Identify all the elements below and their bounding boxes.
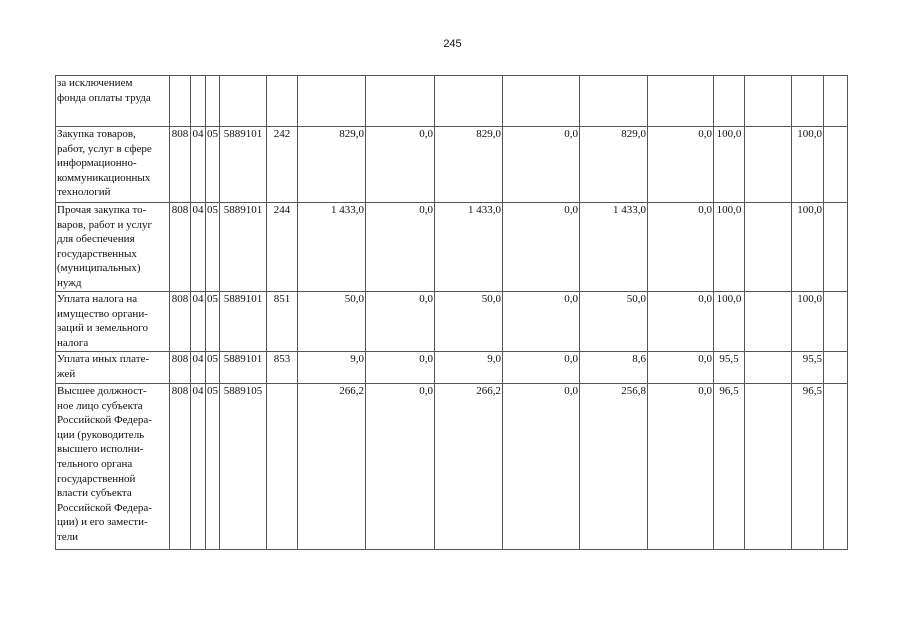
table-cell: 5889101 xyxy=(220,352,267,384)
table-cell: 5889105 xyxy=(220,384,267,550)
table-cell: 0,0 xyxy=(648,292,714,352)
row-name-line: Закупка товаров, xyxy=(57,128,136,140)
table-cell xyxy=(745,384,792,550)
table-cell xyxy=(503,76,580,127)
table-cell: 829,0 xyxy=(435,127,503,203)
table-cell: 05 xyxy=(206,292,220,352)
table-cell: 95,5 xyxy=(714,352,745,384)
table-cell: 0,0 xyxy=(366,292,435,352)
table-cell xyxy=(267,384,298,550)
row-name-line: власти субъекта xyxy=(57,487,132,500)
row-name-cell xyxy=(56,292,170,352)
table-cell xyxy=(745,203,792,292)
table-row xyxy=(56,352,848,384)
row-name-line: Уплата иных плате- xyxy=(57,353,150,365)
table-cell: 05 xyxy=(206,352,220,384)
table-cell: 50,0 xyxy=(435,292,503,352)
table-cell: 0,0 xyxy=(648,384,714,550)
table-cell xyxy=(745,352,792,384)
table-cell: 95,5 xyxy=(792,352,824,384)
row-name-line: высшего исполни- xyxy=(57,443,144,456)
table-cell: 05 xyxy=(206,384,220,550)
row-name-line: ции (руководитель xyxy=(57,428,145,441)
table-cell: 0,0 xyxy=(366,203,435,292)
table-cell: 04 xyxy=(191,127,206,203)
table-cell: 853 xyxy=(267,352,298,384)
table-cell: 0,0 xyxy=(503,384,580,550)
row-name-line: варов, работ и услуг xyxy=(57,218,153,231)
row-name-line: (муниципальных) xyxy=(57,262,141,275)
table-cell: 100,0 xyxy=(714,292,745,352)
table-cell: 100,0 xyxy=(792,203,824,292)
page-number: 245 xyxy=(443,38,462,50)
row-name-line: налога xyxy=(57,336,89,349)
table-cell: 0,0 xyxy=(503,292,580,352)
table-cell xyxy=(714,76,745,127)
row-name-line: Российской Федера- xyxy=(57,501,152,514)
row-name-line: технологий xyxy=(57,186,111,199)
table-cell: 1 433,0 xyxy=(435,203,503,292)
row-name-cell xyxy=(56,352,170,384)
row-name-line: информационно- xyxy=(57,157,137,170)
table-cell: 266,2 xyxy=(435,384,503,550)
table-row xyxy=(56,76,848,127)
row-name-line: ное лицо субъекта xyxy=(57,399,143,412)
row-name-line: государственных xyxy=(57,247,137,260)
table-cell: 05 xyxy=(206,127,220,203)
table-cell: 0,0 xyxy=(366,127,435,203)
table-cell: 1 433,0 xyxy=(298,203,366,292)
table-cell xyxy=(298,76,366,127)
table-cell: 100,0 xyxy=(792,127,824,203)
table-cell: 0,0 xyxy=(648,352,714,384)
table-cell: 0,0 xyxy=(503,203,580,292)
table-cell: 50,0 xyxy=(298,292,366,352)
table-cell: 05 xyxy=(206,203,220,292)
table-cell xyxy=(366,76,435,127)
table-cell: 0,0 xyxy=(366,352,435,384)
table-cell: 808 xyxy=(170,384,191,550)
table-cell xyxy=(220,76,267,127)
row-name-line: Российской Федера- xyxy=(57,414,152,427)
table-cell xyxy=(745,76,792,127)
table-cell: 851 xyxy=(267,292,298,352)
table-cell xyxy=(824,127,848,203)
row-name-line: Уплата налога на xyxy=(57,293,138,305)
table-cell xyxy=(435,76,503,127)
table-cell xyxy=(206,76,220,127)
table-cell: 100,0 xyxy=(792,292,824,352)
row-name-line: для обеспечения xyxy=(57,233,135,246)
row-name-line: работ, услуг в сфере xyxy=(57,142,152,155)
row-name-cell xyxy=(56,76,170,127)
table-row xyxy=(56,127,848,203)
row-name-cell xyxy=(56,384,170,550)
table-cell xyxy=(267,76,298,127)
table-cell: 808 xyxy=(170,203,191,292)
row-name-line: фонда оплаты труда xyxy=(57,91,151,104)
table-cell: 0,0 xyxy=(648,203,714,292)
row-name-line: тели xyxy=(57,530,79,543)
table-cell: 266,2 xyxy=(298,384,366,550)
table-cell xyxy=(824,76,848,127)
row-name-line: нужд xyxy=(57,276,82,289)
table-cell: 04 xyxy=(191,292,206,352)
budget-table xyxy=(55,75,848,550)
table-row xyxy=(56,203,848,292)
table-cell: 96,5 xyxy=(792,384,824,550)
table-cell: 04 xyxy=(191,203,206,292)
table-cell xyxy=(745,292,792,352)
row-name-line: Прочая закупка то- xyxy=(57,204,147,216)
row-name-line: жей xyxy=(57,367,76,380)
table-cell: 808 xyxy=(170,127,191,203)
table-cell: 100,0 xyxy=(714,203,745,292)
table-cell xyxy=(648,76,714,127)
table-cell xyxy=(170,76,191,127)
row-name-cell xyxy=(56,203,170,292)
table-cell: 0,0 xyxy=(503,127,580,203)
table-cell xyxy=(824,292,848,352)
row-name-cell xyxy=(56,127,170,203)
table-cell: 829,0 xyxy=(580,127,648,203)
row-name-line: заций и земельного xyxy=(57,322,148,335)
table-cell: 04 xyxy=(191,352,206,384)
row-name-line: ции) и его замести- xyxy=(57,516,148,529)
table-cell: 808 xyxy=(170,352,191,384)
table-cell: 04 xyxy=(191,384,206,550)
table-cell: 9,0 xyxy=(298,352,366,384)
table-cell: 96,5 xyxy=(714,384,745,550)
table-cell: 1 433,0 xyxy=(580,203,648,292)
table-cell: 829,0 xyxy=(298,127,366,203)
row-name-line: за исключением xyxy=(57,77,133,89)
table-cell xyxy=(824,352,848,384)
table-cell: 5889101 xyxy=(220,292,267,352)
row-name-line: Высшее должност- xyxy=(57,385,147,397)
row-name-line: государственной xyxy=(57,472,136,485)
table-cell xyxy=(824,384,848,550)
table-cell: 100,0 xyxy=(714,127,745,203)
table-cell: 5889101 xyxy=(220,127,267,203)
table-cell xyxy=(580,76,648,127)
table-cell: 8,6 xyxy=(580,352,648,384)
table-cell: 0,0 xyxy=(366,384,435,550)
table-row xyxy=(56,384,848,550)
table-row xyxy=(56,292,848,352)
table-cell: 244 xyxy=(267,203,298,292)
table-cell: 5889101 xyxy=(220,203,267,292)
table-cell: 808 xyxy=(170,292,191,352)
table-cell xyxy=(745,127,792,203)
table-cell: 9,0 xyxy=(435,352,503,384)
table-cell xyxy=(191,76,206,127)
table-cell: 50,0 xyxy=(580,292,648,352)
table-cell: 0,0 xyxy=(503,352,580,384)
table-cell: 0,0 xyxy=(648,127,714,203)
row-name-line: имущество органи- xyxy=(57,307,148,320)
table-cell: 242 xyxy=(267,127,298,203)
row-name-line: тельного органа xyxy=(57,457,133,470)
table-cell xyxy=(824,203,848,292)
row-name-line: коммуникационных xyxy=(57,171,151,184)
table-cell: 256,8 xyxy=(580,384,648,550)
table-cell xyxy=(792,76,824,127)
